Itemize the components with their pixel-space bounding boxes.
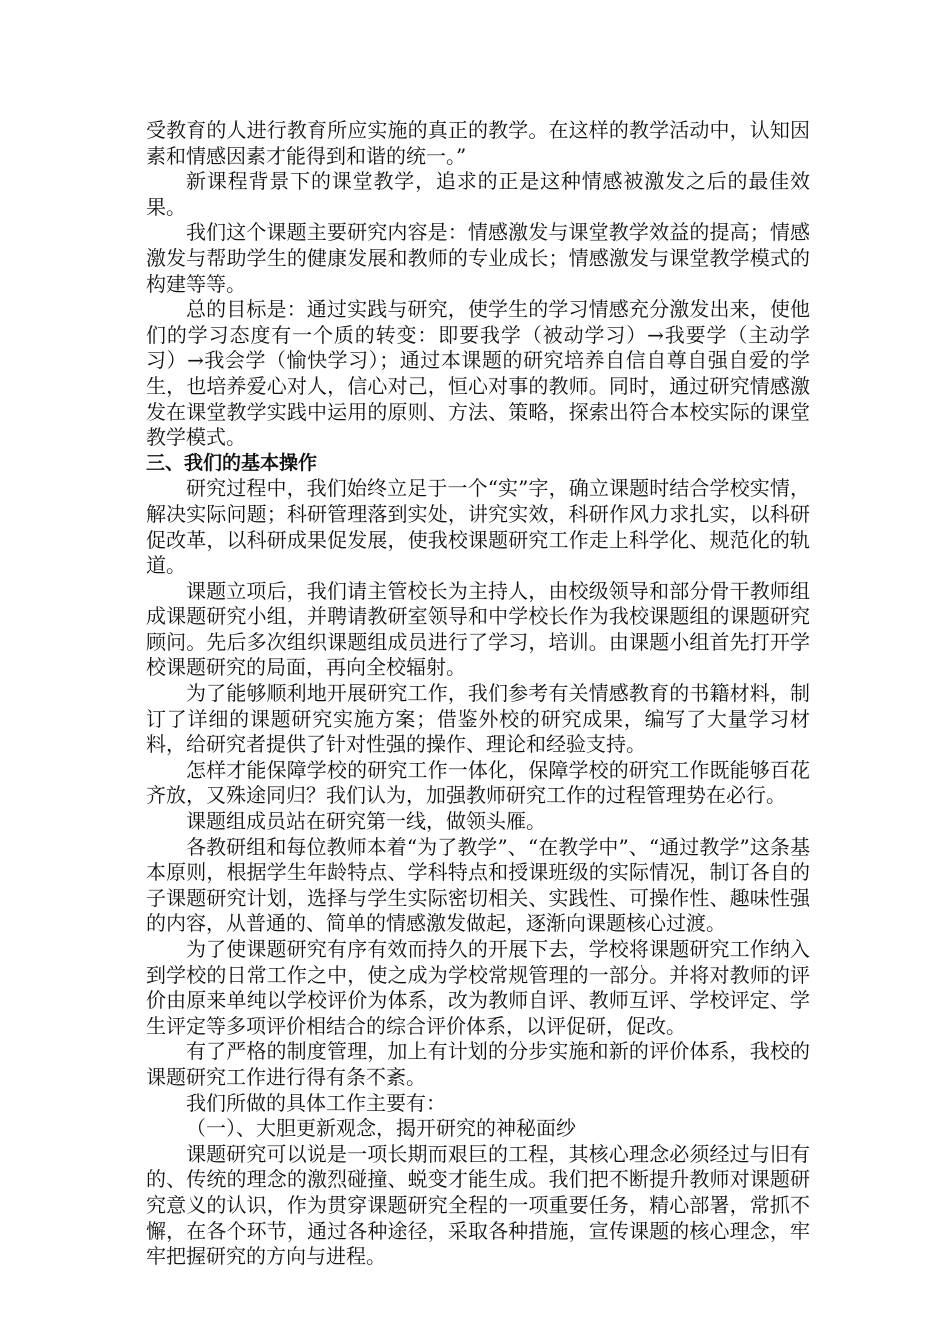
paragraph-6: 课题立项后，我们请主管校长为主持人，由校级领导和部分骨干教师组成课题研究小组，并聘请教研室领导和中学校长作为我校课题组的课题研究顾问。先后多次组织课题组成员进行了学习，培训。由课题小组首先打开学校课题研究的局面，再向全校辐射。 — [146, 578, 810, 680]
paragraph-7: 为了能够顺利地开展研究工作，我们参考有关情感教育的书籍材料，制订了详细的课题研究实施方案；借鉴外校的研究成果，编写了大量学习材料，给研究者提供了针对性强的操作、理论和经验支持。 — [146, 681, 810, 757]
paragraph-8: 怎样才能保障学校的研究工作一体化，保障学校的研究工作既能够百花齐放，又殊途同归？我们认为，加强教师研究工作的过程管理势在必行。 — [146, 757, 810, 808]
paragraph-5: 研究过程中，我们始终立足于一个“实”字，确立课题时结合学校实情，解决实际问题；科研管理落到实处，讲究实效，科研作风力求扎实，以科研促改革，以科研成果促发展，使我校课题研究工作走上科学化、规范化的轨道。 — [146, 476, 810, 578]
paragraph-3: 我们这个课题主要研究内容是：情感激发与课堂教学效益的提高；情感激发与帮助学生的健康发展和教师的专业成长；情感激发与课堂教学模式的构建等等。 — [146, 220, 810, 296]
paragraph-2: 新课程背景下的课堂教学，追求的正是这种情感被激发之后的最佳效果。 — [146, 169, 810, 219]
paragraph-13: 我们所做的具体工作主要有： — [186, 1090, 446, 1115]
paragraph-10: 各教研组和每位教师本着“为了教学”、“在教学中”、“通过教学”这条基本原则，根据学生年龄特点、学科特点和授课班级的实际情况，制订各自的子课题研究计划，选择与学生实际密切相关、实践性、可操作性、趣味性强的内容，从普通的、简单的情感激发做起，逐渐向课题核心过渡。 — [146, 834, 810, 936]
paragraph-11: 为了使课题研究有序有效而持久的开展下去，学校将课题研究工作纳入到学校的日常工作之中，使之成为学校常规管理的一部分。并将对教师的评价由原来单纯以学校评价为体系，改为教师自评、教师互评、学校评定、学生评定等多项评价相结合的综合评价体系，以评促研，促改。 — [146, 937, 810, 1038]
paragraph-4: 总的目标是：通过实践与研究，使学生的学习情感充分激发出来，使他们的学习态度有一个质的转变：即要我学（被动学习）→我要学（主动学习）→我会学（愉快学习）；通过本课题的研究培养自信自尊自强自爱的学生，也培养爱心对人，信心对己，恒心对事的教师。同时，通过研究情感激发在课堂教学实践中运用的原则、方法、策略，探索出符合本校实际的课堂教学模式。 — [146, 297, 810, 450]
paragraph-14: 课题研究可以说是一项长期而艰巨的工程，其核心理念必须经过与旧有的、传统的理念的激烈碰撞、蜕变才能生成。我们把不断提升教师对课题研究意义的认识，作为贯穿课题研究全程的一项重要任务，精心部署，常抓不懈，在各个环节，通过各种途径，采取各种措施，宣传课题的核心理念，牢牢把握研究的方向与进程。 — [146, 1141, 810, 1269]
paragraph-9: 课题组成员站在研究第一线，做领头雁。 — [186, 809, 546, 834]
document-page — [146, 118, 810, 1270]
paragraph-1: 受教育的人进行教育所应实施的真正的教学。在这样的教学活动中，认知因素和情感因素才能得到和谐的统一。” — [146, 118, 810, 168]
section-heading: 三、我们的基本操作 — [146, 451, 318, 474]
subsection-heading: （一）、大胆更新观念，揭开研究的神秘面纱 — [186, 1116, 576, 1141]
paragraph-12: 有了严格的制度管理，加上有计划的分步实施和新的评价体系，我校的课题研究工作进行得有条不紊。 — [146, 1039, 810, 1089]
